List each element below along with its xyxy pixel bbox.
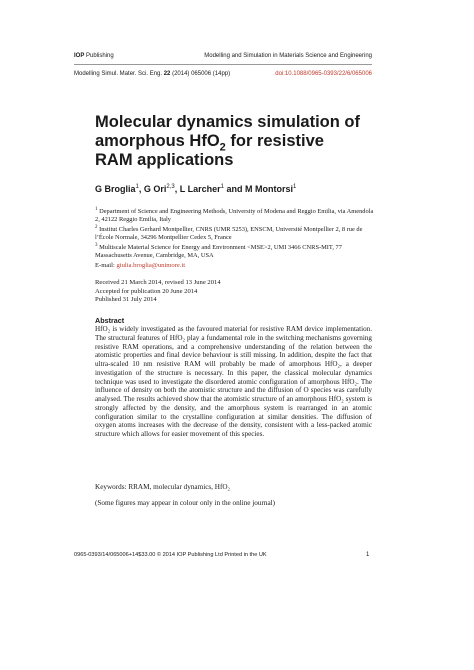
affiliation: $^1$ Department of Science and Engineering Methods, University of Modena and Reggio Emilia, via Amendola 2, 42122 Reggio Emilia, Italy xyxy=(95,207,374,224)
affiliation: $^3$ Multiscale Material Science for Energy and Environment <MSE>2, UMI 3466 CNRS-MIT, 77 Massachusetts Avenue, Cambridge, MA, USA xyxy=(95,243,342,260)
author: M Montorsi xyxy=(244,184,293,194)
published-date: Published 31 July 2014 xyxy=(95,296,157,304)
author: G Broglia xyxy=(95,184,136,194)
colour-note: (Some figures may appear in colour only in the online journal) xyxy=(95,499,276,507)
abstract-text: HfO₂ is widely investigated as the favoured material for resistive RAM device implementation. The structural features of HfO₂ play a fundamental role in the switching mechanisms governing resistive RAM operations, and a comprehensive understanding of the relation between the atomistic properties and final device behaviour is still missing. In addition, despite the fact that ultra-scaled 10 nm resistive RAM will probably be made of amorphous HfO₂, a deeper investigation of the structure is necessary. In this paper, the classical molecular dynamics technique was used to investigate the disordered atomic configuration of amorphous HfO₂. The influence of density on both the atomistic structure and the diffusion of O species was carefully analysed. The results achieved show that the atomistic structure of an amorphous HfO₂ system is strongly affected by the density, and the amorphous system is rearranged in an atomic configuration similar to the crystalline configuration at similar densities. The diffusion of oxygen atoms increases with the decrease of the density, consistent with a less-packed atomic structure which allows for easier movement of this species. xyxy=(95,325,372,438)
page-number: 1 xyxy=(366,552,370,558)
publication-dates xyxy=(95,279,221,305)
accepted-date: Accepted for publication 20 June 2014 xyxy=(95,287,198,295)
publisher-logo: IOP Publishing xyxy=(74,53,114,59)
received-date: Received 21 March 2014, revised 13 June 2014 xyxy=(95,279,221,286)
affiliation: $^2$ Institut Charles Gerhard Montpellier, CNRS (UMR 5253), ENSCM, Université Montpellier 2, 8 rue de l’École Normale, 34296 Montpellier Cedex 5, France xyxy=(95,225,363,242)
journal-name: Modelling and Simulation in Materials Science and Engineering xyxy=(204,53,372,59)
header-divider xyxy=(74,64,372,65)
affiliations xyxy=(95,206,375,260)
author-list: G Broglia$^1$, G Ori$^{2,3}$, L Larcher$^1$ and M Montorsi$^1$ xyxy=(95,184,297,194)
abstract-heading: Abstract xyxy=(95,316,125,325)
email-link[interactable]: giulia.broglia@unimore.it xyxy=(116,262,186,269)
footer-code: 0965-0393/14/065006+14$33.00 © 2014 IOP Publishing Ltd Printed in the UK xyxy=(74,552,267,558)
citation: Modelling Simul. Mater. Sci. Eng. 22 (2014) 065006 (14pp) xyxy=(74,71,231,77)
doi-link[interactable]: doi:10.1088/0965-0393/22/6/065006 xyxy=(275,71,372,77)
keywords: Keywords: RRAM, molecular dynamics, HfO₂ xyxy=(95,483,231,491)
author: G Ori xyxy=(143,184,167,194)
contact-email: E-mail: giulia.broglia@unimore.it xyxy=(95,262,186,269)
author: L Larcher xyxy=(179,184,221,194)
paper-title: Molecular dynamics simulation of amorphous HfO$_2$ for resistive RAM applications xyxy=(95,113,360,169)
